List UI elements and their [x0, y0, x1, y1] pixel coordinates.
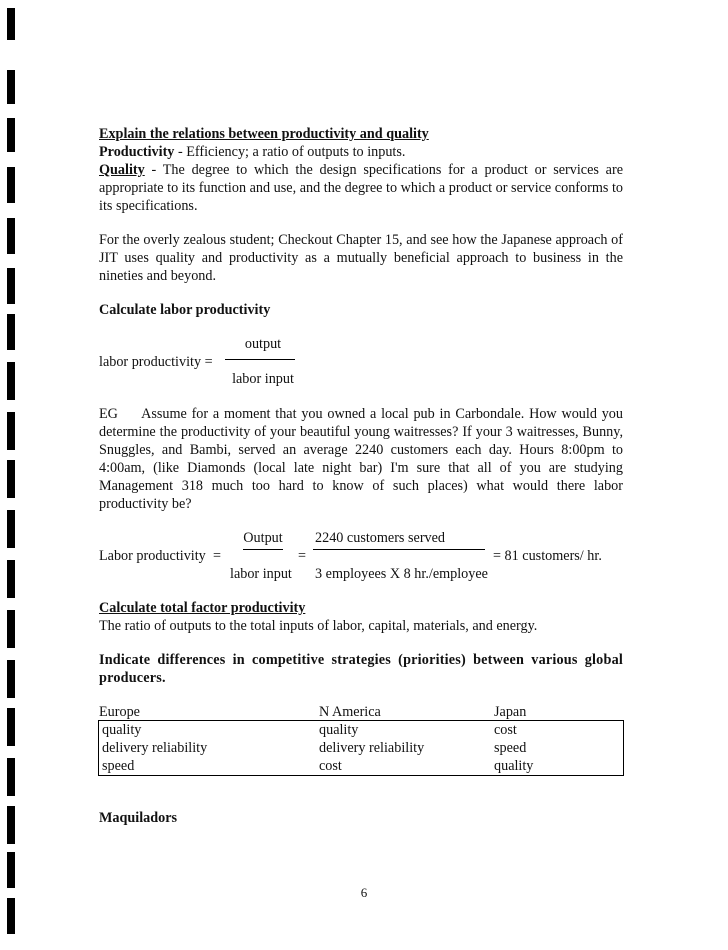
binder-mark — [7, 806, 15, 844]
quality-definition: Quality - The degree to which the design specifications for a product or services are appropriate to its function and use, and the degree to which a product or service conforms to its specifications. — [99, 162, 623, 214]
section-heading-labor-productivity: Calculate labor productivity — [99, 302, 271, 318]
binder-mark — [7, 460, 15, 498]
column-header: N America — [319, 704, 381, 720]
strategy-table — [99, 703, 623, 775]
pub-example: EG Assume for a moment that you owned a local pub in Carbondale. How would you determine the productivity of your beautiful young waitresses? If your 3 waitresses, Bunny, Snuggles, and Bambi, served an average 2240 customers each day. Hours 8:00pm to 4:00am, (like Diamonds (local late night bar) I'm sure that all of you are studying Management 318 much too hard to know of such places) what would there labor productivity be? — [99, 406, 627, 512]
fraction-bar — [243, 549, 283, 550]
section-heading-total-factor: Calculate total factor productivity — [99, 600, 306, 616]
labor-productivity-formula — [99, 335, 623, 389]
binder-mark — [7, 898, 15, 934]
binder-mark — [7, 362, 15, 400]
calc-numerator-1: Output — [243, 530, 283, 546]
section-heading-strategies: Indicate differences in competitive strategies (priorities) between various global producers. — [99, 652, 623, 686]
binder-mark — [7, 314, 15, 350]
productivity-definition: Productivity - Efficiency; a ratio of outputs to inputs. — [99, 144, 406, 160]
fraction-bar — [313, 549, 485, 550]
total-factor-definition: The ratio of outputs to the total inputs of labor, capital, materials, and energy. — [99, 618, 538, 634]
table-cell: delivery reliability — [102, 740, 208, 756]
binder-mark — [7, 412, 15, 450]
formula-denominator: labor input — [232, 371, 294, 387]
calc-equals-2: = — [298, 548, 307, 564]
table-cell: cost — [319, 758, 342, 774]
column-header: Europe — [99, 704, 140, 720]
jit-note: For the overly zealous student; Checkout Chapter 15, and see how the Japanese approach of JIT uses quality and productivity as a mutually beneficial approach to business in the nineties and beyond. — [99, 232, 623, 284]
binder-mark — [7, 70, 15, 104]
binder-mark — [7, 118, 15, 152]
column-header: Japan — [494, 704, 527, 720]
binder-mark — [7, 852, 15, 888]
section-heading-productivity-quality: Explain the relations between productivity and quality — [99, 126, 429, 142]
calc-result: = 81 customers/ hr. — [493, 548, 602, 564]
document-body — [99, 125, 627, 827]
table-cell: quality — [102, 722, 142, 738]
table-row — [99, 721, 623, 739]
formula-lhs: labor productivity = — [99, 354, 213, 370]
table-cell: quality — [494, 758, 534, 774]
labor-productivity-calculation — [99, 529, 623, 583]
calc-lhs: Labor productivity — [99, 548, 206, 564]
page-number: 6 — [360, 885, 368, 900]
table-row — [99, 739, 623, 757]
calc-numerator-2: 2240 customers served — [315, 530, 446, 546]
fraction-bar — [225, 359, 295, 360]
calc-equals-1: = — [213, 548, 222, 564]
table-cell: quality — [319, 722, 359, 738]
binder-mark — [7, 610, 15, 648]
calc-denominator-2: 3 employees X 8 hr./employee — [315, 566, 488, 582]
binder-mark — [7, 8, 15, 40]
table-cell: speed — [494, 740, 527, 756]
table-row — [99, 757, 623, 775]
table-cell: speed — [102, 758, 135, 774]
section-heading-maquiladors: Maquiladors — [99, 810, 178, 826]
binder-mark — [7, 560, 15, 598]
binder-mark — [7, 758, 15, 796]
formula-numerator: output — [244, 336, 282, 352]
binder-mark — [7, 268, 15, 304]
table-cell: cost — [494, 722, 517, 738]
table-header-row — [99, 703, 623, 721]
binder-mark — [7, 708, 15, 746]
binder-mark — [7, 218, 15, 254]
binder-mark — [7, 510, 15, 548]
table-cell: delivery reliability — [319, 740, 425, 756]
quality-term: Quality — [99, 162, 145, 178]
binder-mark — [7, 660, 15, 698]
calc-denominator-1: labor input — [230, 566, 292, 582]
productivity-term: Productivity — [99, 144, 175, 160]
binder-mark — [7, 167, 15, 203]
